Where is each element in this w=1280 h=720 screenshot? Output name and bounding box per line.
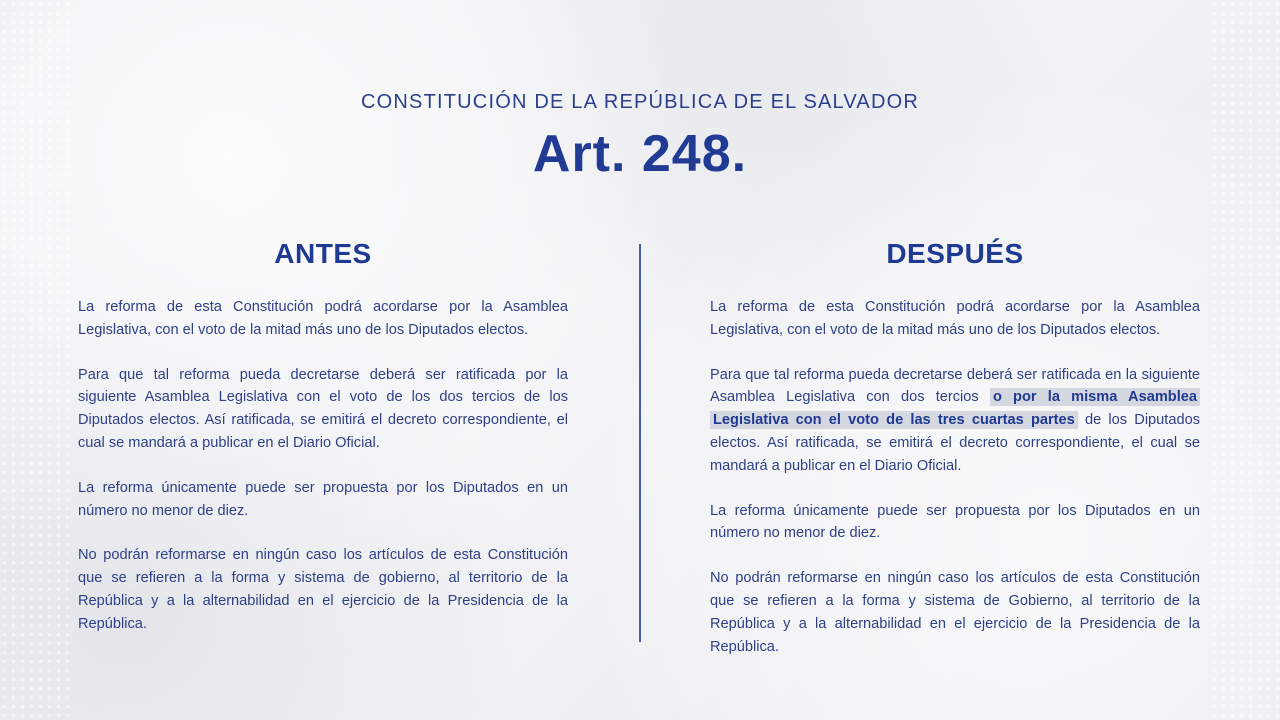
before-paragraph-3: La reforma únicamente puede ser propuesta por los Diputados en un número no menor de diez. <box>78 479 568 519</box>
before-paragraph-2: Para que tal reforma pueda decretarse deberá ser ratificada por la siguiente Asamblea Legislativa con el voto de los dos tercios de los Diputados electos. Así ratificada, se emitirá el decreto correspondiente, el cual se mandará a publicar en el Diario Oficial. <box>78 366 568 451</box>
before-title: ANTES <box>274 238 372 269</box>
after-paragraph-2 <box>710 364 1200 478</box>
after-paragraph-4: No podrán reformarse en ningún caso los artículos de esta Constitución que se refieren a la forma y sistema de Gobierno, al territorio de la República y a la alternabilidad en el ejercicio de la Presidencia de la República. <box>710 570 1200 655</box>
after-paragraph-1: La reforma de esta Constitución podrá acordarse por la Asamblea Legislativa, con el voto de la mitad más uno de los Diputados electos. <box>710 299 1200 338</box>
after-title: DESPUÉS <box>886 238 1024 269</box>
before-paragraph-4: No podrán reformarse en ningún caso los artículos de esta Constitución que se refieren a la forma y sistema de gobierno, al territorio de la República y a la alternabilidad en el ejercicio de la Presidencia de la República. <box>78 547 568 632</box>
after-paragraph-2-end: de los Diputados electos. Así ratificada, se emitirá el decreto correspondiente, el cual se mandará a publicar en el Diario Oficial. <box>710 412 1200 474</box>
constitution-title: CONSTITUCIÓN DE LA REPÚBLICA DE EL SALVADOR <box>360 91 920 113</box>
article-number: Art. 248. <box>532 125 748 183</box>
before-column <box>78 236 568 658</box>
before-paragraph-1: La reforma de esta Constitución podrá acordarse por la Asamblea Legislativa, con el voto de la mitad más uno de los Diputados electos. <box>78 299 568 338</box>
after-paragraph-2-start: Para que tal reforma pueda decretarse deberá ser ratificada en la siguiente Asamblea Legislativa con dos tercios <box>710 366 1200 406</box>
column-divider <box>639 244 641 642</box>
highlighted-amendment: o por la misma Asamblea Legislativa con el voto de las tres cuartas partes <box>710 388 1200 429</box>
after-column <box>710 236 1200 680</box>
after-paragraph-3: La reforma únicamente puede ser propuesta por los Diputados en un número no menor de diez. <box>710 502 1200 542</box>
document-header <box>0 90 1280 182</box>
